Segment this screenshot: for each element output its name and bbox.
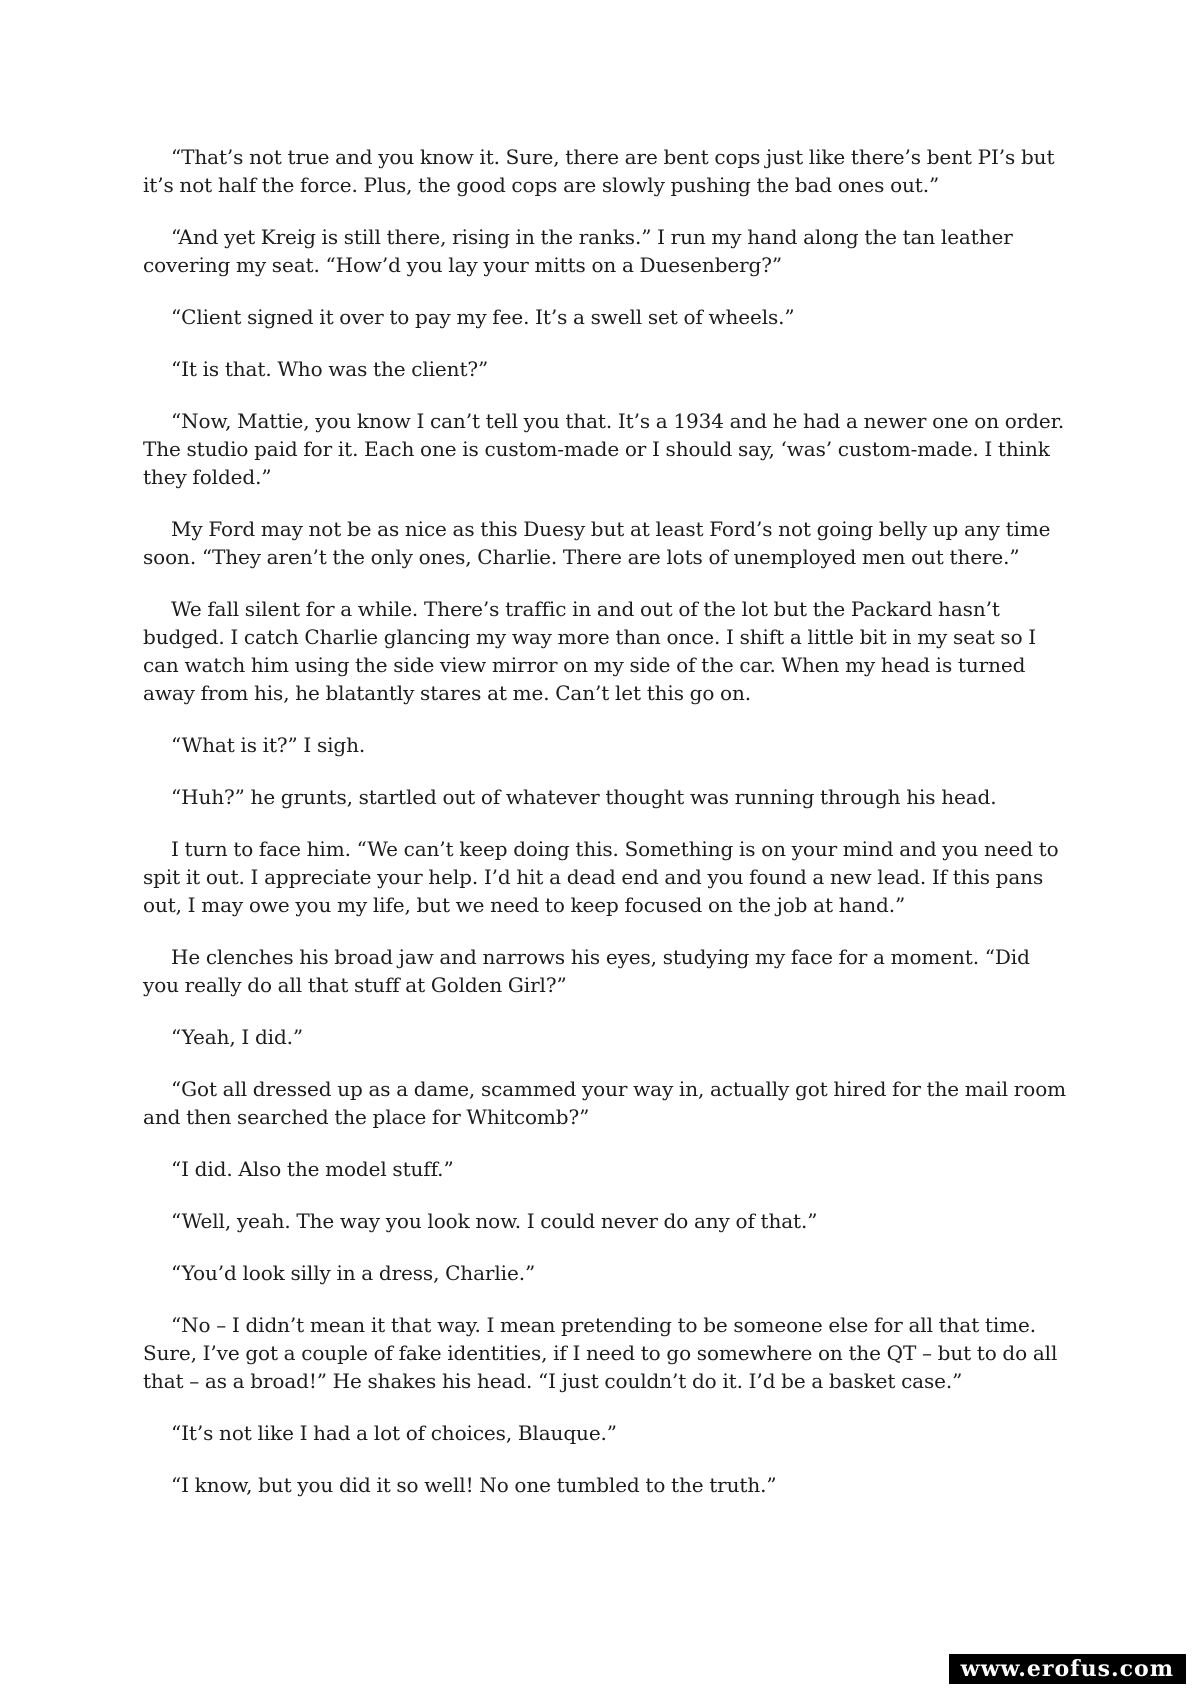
paragraph: My Ford may not be as nice as this Duesy but at least Ford’s not going belly up any time soon. “They aren’t the only ones, Charlie. There are lots of unemployed men out there.” xyxy=(143,517,1051,569)
paragraph: “No – I didn’t mean it that way. I mean pretending to be someone else for all that time. Sure, I’ve got a couple of fake identities, if I need to go somewhere on the QT – but to do all that – as a broad!” He shakes his head. “I just couldn’t do it. I’d be a basket case.” xyxy=(143,1313,1058,1393)
paragraph: “I know, but you did it so well! No one tumbled to the truth.” xyxy=(171,1473,777,1497)
paragraph: “And yet Kreig is still there, rising in the ranks.” I run my hand along the tan leather covering my seat. “How’d you lay your mitts on a Duesenberg?” xyxy=(143,225,1013,277)
paragraph: “Well, yeah. The way you look now. I could never do any of that.” xyxy=(171,1209,818,1233)
paragraph: “What is it?” I sigh. xyxy=(171,733,366,757)
paragraph: “Huh?” he grunts, startled out of whatever thought was running through his head. xyxy=(171,785,997,809)
paragraph: “That’s not true and you know it. Sure, there are bent cops just like there’s bent PI’s but it’s not half the force. Plus, the good cops are slowly pushing the bad ones out.” xyxy=(143,145,1055,197)
paragraph: “It is that. Who was the client?” xyxy=(171,357,489,381)
paragraph: “Yeah, I did.” xyxy=(171,1025,304,1049)
paragraph: “I did. Also the model stuff.” xyxy=(171,1157,454,1181)
paragraph: I turn to face him. “We can’t keep doing this. Something is on your mind and you need to spit it out. I appreciate your help. I’d hit a dead end and you found a new lead. If this pans out, I may owe you my life, but we need to keep focused on the job at hand.” xyxy=(143,837,1059,917)
watermark-badge: www.erofus.com xyxy=(949,1654,1186,1684)
text-column xyxy=(143,143,1068,1523)
paragraph: “You’d look silly in a dress, Charlie.” xyxy=(171,1261,536,1285)
paragraph: “Now, Mattie, you know I can’t tell you that. It’s a 1934 and he had a newer one on order. The studio paid for it. Each one is custom-made or I should say, ‘was’ custom-made. I think they folded.” xyxy=(143,409,1065,489)
paragraph: “Client signed it over to pay my fee. It’s a swell set of wheels.” xyxy=(171,305,795,329)
paragraph: “It’s not like I had a lot of choices, Blauque.” xyxy=(171,1421,617,1445)
paragraph: “Got all dressed up as a dame, scammed your way in, actually got hired for the mail room and then searched the place for Whitcomb?” xyxy=(143,1077,1066,1129)
paragraph: We fall silent for a while. There’s traffic in and out of the lot but the Packard hasn’t budged. I catch Charlie glancing my way more than once. I shift a little bit in my seat so I can watch him using the side view mirror on my side of the car. When my head is turned away from his, he blatantly stares at me. Can’t let this go on. xyxy=(143,597,1037,705)
paragraph: He clenches his broad jaw and narrows his eyes, studying my face for a moment. “Did you really do all that stuff at Golden Girl?” xyxy=(143,945,1030,997)
